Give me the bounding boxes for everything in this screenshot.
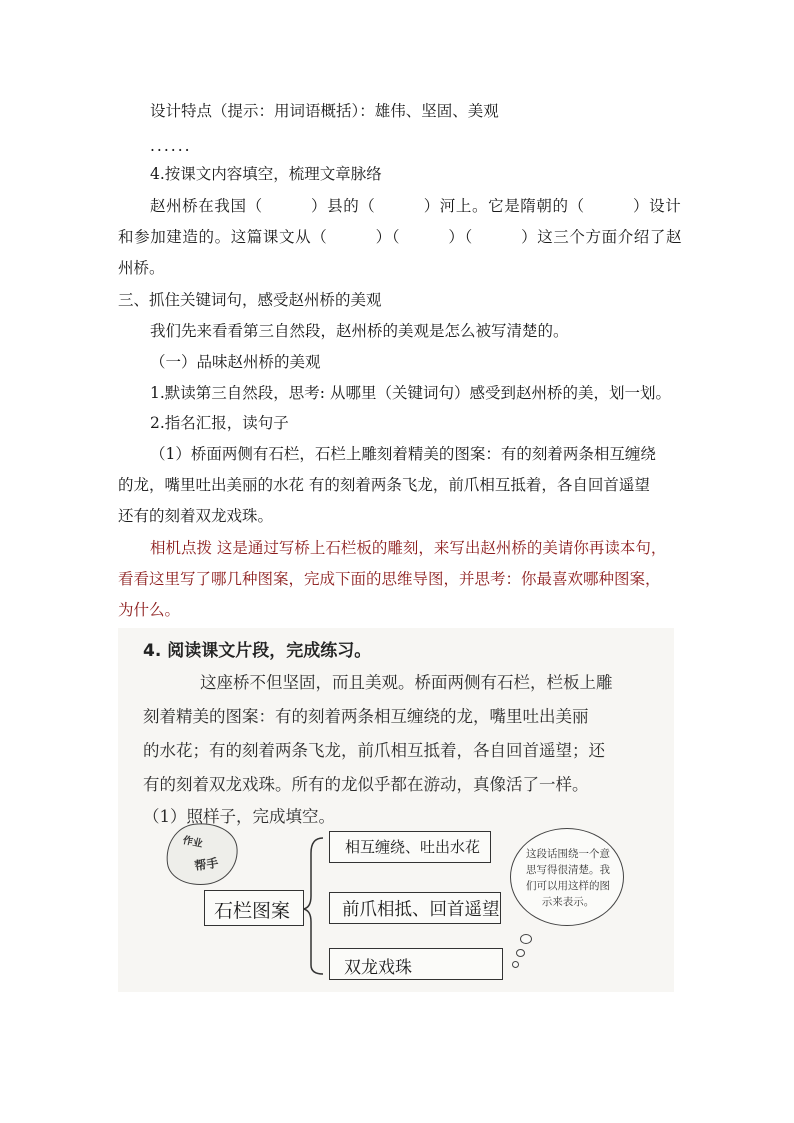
step-1: 1.默读第三自然段，思考: 从哪里（关键词句）感受到赵州桥的美，划一划。 [150,384,671,402]
exercise-passage-line-3: 的水花；有的刻着两条飞龙，前爪相互抵着，各自回首遥望；还 [143,741,605,760]
fill-blank-line-2: 和参加建造的。这篇课文从（ ）（ ）（ ）这三个方面介绍了赵 [118,228,683,246]
tip-line-2: 看看这里写了哪几种图案，完成下面的思维导图，并思考：你最喜欢哪种图案， [118,570,661,588]
mind-map-branch-3: 双龙戏珠 [329,948,503,980]
step-2: 2.指名汇报，读句子 [150,414,289,432]
tip-line-1: 相机点拨 这是通过写桥上石栏板的雕刻，来写出赵州桥的美请你再读本句， [150,539,667,557]
subsection-1: （一）品味赵州桥的美观 [150,353,321,371]
quote-line-1: （1）桥面两侧有石栏，石栏上雕刻着精美的图案：有的刻着两条相互缠绕 [150,445,656,463]
ellipsis: ...... [150,137,192,155]
exercise-passage-line-1: 这座桥不但坚固，而且美观。桥面两侧有石栏，栏板上雕 [200,673,613,692]
stamp-text-1: 作业 [181,835,204,851]
quote-line-3: 还有的刻着双龙戏珠。 [118,507,274,525]
stamp-text-2: 帮手 [193,855,220,874]
design-features: 设计特点（提示：用词语概括）：雄伟、坚固、美观 [150,102,499,120]
mind-map-root: 石栏图案 [204,890,304,926]
mind-map-branch-2: 前爪相抵、回首遥望 [329,892,501,924]
thought-dot-1 [520,934,532,944]
tip-line-3: 为什么。 [118,601,181,619]
exercise-sub-question: （1）照样子，完成填空。 [143,807,335,826]
exercise-passage-line-2: 刻着精美的图案：有的刻着两条相互缠绕的龙，嘴里吐出美丽 [143,707,589,726]
textbook-exercise-scan [118,628,674,992]
fill-blank-line-1: 赵州桥在我国（ ）县的（ ）河上。它是隋朝的（ ）设计 [150,197,682,215]
section-intro: 我们先来看看第三自然段，赵州桥的美观是怎么被写清楚的。 [150,322,569,340]
exercise-passage-line-4: 有的刻着双龙戏珠。所有的龙似乎都在游动，真像活了一样。 [143,775,589,794]
exercise-title: 4. 阅读课文片段，完成练习。 [143,641,372,661]
thought-dot-3 [512,961,519,968]
mind-map-branch-1: 相互缠绕、吐出水花 [329,831,491,863]
quote-line-2: 的龙，嘴里吐出美丽的水花 有的刻着两条飞龙，前爪相互抵着，各自回首遥望 [118,476,650,494]
thought-dot-2 [516,949,525,957]
section-3-heading: 三、抓住关键词句，感受赵州桥的美观 [118,291,382,309]
question-4: 4.按课文内容填空，梳理文章脉络 [150,165,382,183]
fill-blank-line-3: 州桥。 [118,259,165,277]
thought-bubble [510,828,624,926]
mind-map-connectors [118,628,674,992]
thought-bubble-text: 这段话围绕一个意思写得很清楚。我们可以用这样的图示来表示。 [526,848,610,908]
